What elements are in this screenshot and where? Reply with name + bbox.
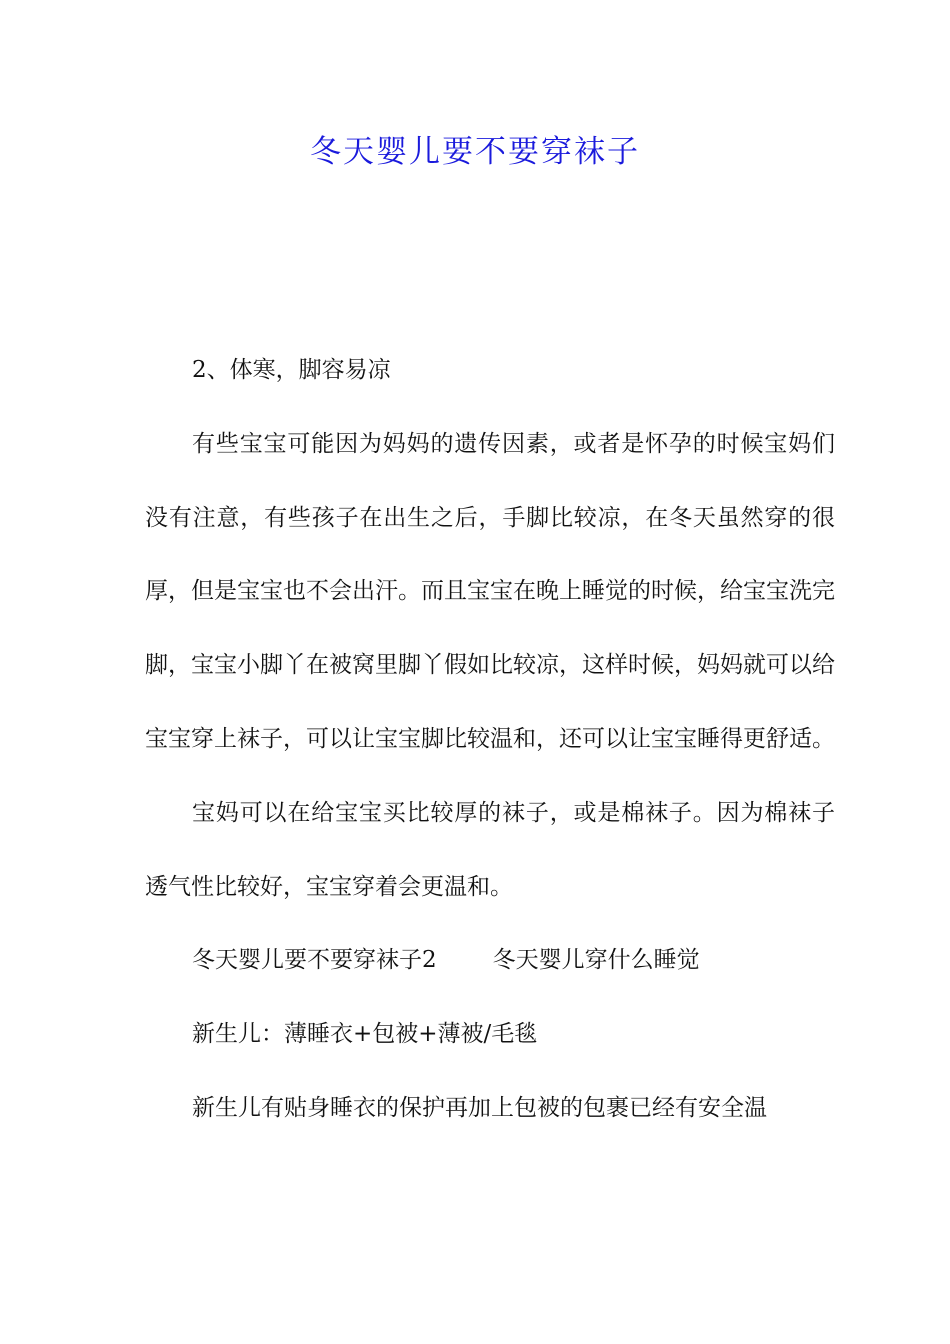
paragraph-cold-feet: 有些宝宝可能因为妈妈的遗传因素，或者是怀孕的时候宝妈们没有注意，有些孩子在出生之后，手脚比较凉，在冬天虽然穿的很厚，但是宝宝也不会出汗。而且宝宝在晚上睡觉的时候，给宝宝洗完脚，宝宝小脚丫在被窝里脚丫假如比较凉，这样时候，妈妈就可以给宝宝穿上袜子，可以让宝宝脚比较温和，还可以让宝宝睡得更舒适。 <box>145 430 835 752</box>
section-heading <box>145 924 835 998</box>
paragraph-newborn-text: 新生儿有贴身睡衣的保护再加上包被的包裹已经有安全温 <box>192 1094 767 1121</box>
section-heading-right: 冬天婴儿穿什么睡觉 <box>492 947 700 974</box>
paragraph-newborn-heading: 新生儿：薄睡衣+包被+薄被/毛毯 <box>192 1021 538 1048</box>
section-heading-left: 冬天婴儿要不要穿袜子2 <box>192 947 437 974</box>
document-title: 冬天婴儿要不要穿袜子 <box>310 134 640 170</box>
paragraph-socks-advice: 宝妈可以在给宝宝买比较厚的袜子，或是棉袜子。因为棉袜子透气性比较好，宝宝穿着会更温和。 <box>145 799 835 900</box>
document-body <box>145 334 835 1146</box>
paragraph-subheading: 2、体寒，脚容易凉 <box>192 357 391 383</box>
